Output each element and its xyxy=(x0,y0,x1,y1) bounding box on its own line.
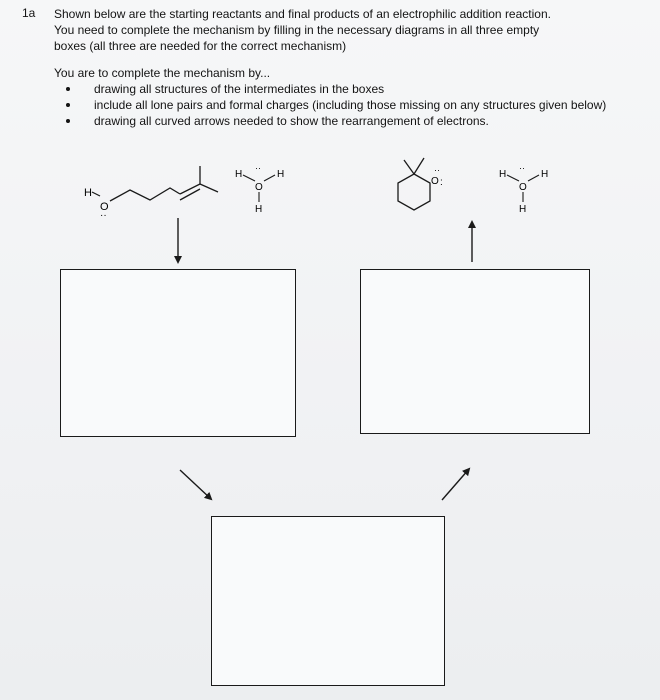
instruction-list xyxy=(54,81,644,129)
h-o-bond xyxy=(528,175,539,181)
task-heading: You are to complete the mechanism by... xyxy=(54,66,271,80)
atom-h-label: H xyxy=(499,169,507,180)
intermediate-box-3[interactable] xyxy=(211,516,445,686)
atom-o-label: O xyxy=(519,182,527,193)
atom-h-label: H xyxy=(277,169,285,180)
lone-pair-dots: ·· xyxy=(255,163,261,173)
lone-pair-dots: ·· xyxy=(434,165,440,175)
atom-o-label: O xyxy=(100,201,109,213)
atom-h-label: H xyxy=(541,169,549,180)
alkene-second-bond xyxy=(180,189,200,200)
methyl-branch-right xyxy=(200,184,218,192)
ring xyxy=(398,174,430,210)
question-intro xyxy=(54,6,644,54)
instruction-item: drawing all structures of the intermediates in the boxes xyxy=(54,81,644,97)
atom-o-label: O xyxy=(255,182,263,193)
atom-h-label: H xyxy=(519,204,527,215)
instruction-item: drawing all curved arrows needed to show the rearrangement of electrons. xyxy=(54,113,644,129)
question-number: 1a xyxy=(22,6,36,20)
atom-h-label: H xyxy=(235,169,243,180)
atom-o-label: O xyxy=(431,176,439,187)
methyl-branch-left xyxy=(404,160,414,174)
hydronium-right-structure xyxy=(496,160,558,216)
reactant-alcohol-structure xyxy=(78,158,228,228)
hydronium-left-structure xyxy=(232,160,294,216)
lone-pair-dots: ·· xyxy=(519,163,525,173)
intro-line-3: boxes (all three are needed for the correct mechanism) xyxy=(54,39,347,53)
diagonal-down-arrow xyxy=(180,470,211,499)
intro-line-1: Shown below are the starting reactants and final products of an electrophilic addition reaction. xyxy=(54,7,551,21)
cyclic-ether-structure xyxy=(390,154,460,218)
intermediate-box-2[interactable] xyxy=(360,269,590,434)
intermediate-box-1[interactable] xyxy=(60,269,296,437)
h-o-bond xyxy=(264,175,275,181)
h-o-bond xyxy=(507,175,519,181)
atom-h-label: H xyxy=(84,187,92,199)
alkene-bond xyxy=(180,184,200,194)
atom-h-label: H xyxy=(255,204,263,215)
h-o-bond xyxy=(243,175,255,181)
instruction-item: include all lone pairs and formal charges (including those missing on any structures given below) xyxy=(54,97,644,113)
methyl-branch-right xyxy=(414,158,424,174)
carbon-chain xyxy=(110,188,180,201)
intro-line-2: You need to complete the mechanism by filling in the necessary diagrams in all three empty xyxy=(54,23,540,37)
diagonal-up-arrow xyxy=(442,469,469,500)
h-o-bond xyxy=(92,192,100,196)
lone-pair-side-dots: : xyxy=(440,177,443,188)
lone-pair-dots: ·· xyxy=(100,210,107,221)
